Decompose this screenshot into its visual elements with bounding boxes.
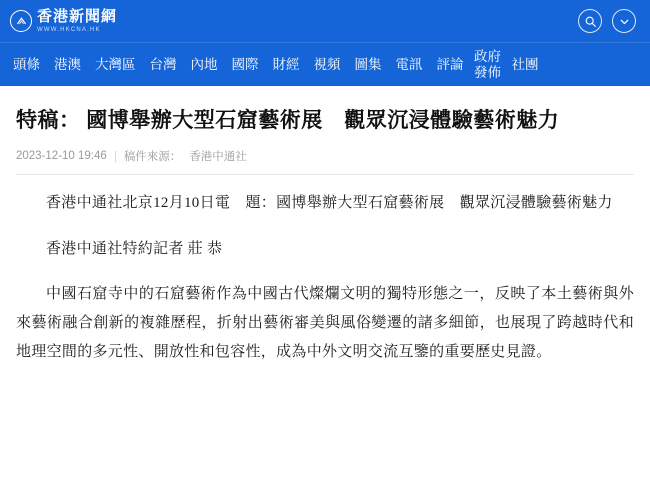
meta-divider [115, 151, 116, 162]
article-paragraph: 香港中通社特約記者 莊 恭 [46, 240, 223, 257]
site-url: WWW.HKCNA.HK [37, 26, 101, 33]
nav-item-0[interactable]: 頭條 [13, 56, 40, 72]
nav-item-9[interactable]: 電訊 [395, 56, 423, 72]
nav-item-3[interactable]: 台灣 [149, 56, 177, 72]
article-meta [16, 148, 634, 175]
article-container [0, 86, 650, 368]
nav-item-6[interactable]: 財經 [272, 56, 300, 72]
article-paragraph: 中國石窟寺中的石窟藝術作為中國古代燦爛文明的獨特形態之一，反映了本土藝術與外來藝術融合創新的複雜歷程，折射出藝術審美與風俗變遷的諸多細節，也展現了跨越時代和地理空間的多元性、開放性和包容性，成為中外文明交流互鑒的重要歷史見證。 [16, 285, 634, 361]
page-title: 特稿： 國博舉辦大型石窟藝術展 觀眾沉浸體驗藝術魅力 [16, 108, 560, 132]
main-navigation [0, 42, 650, 86]
chevron-down-icon[interactable] [612, 9, 636, 33]
article-source-name: 香港中通社 [189, 151, 247, 164]
nav-item-5[interactable]: 國際 [231, 56, 259, 72]
nav-item-12[interactable]: 社團 [511, 56, 539, 72]
header-actions [578, 9, 636, 33]
nav-item-7[interactable]: 視頻 [313, 56, 341, 72]
article-paragraph: 香港中通社北京12月10日電 題：國博舉辦大型石窟藝術展 觀眾沉浸體驗藝術魅力 [46, 195, 613, 212]
article-source-label: 稿件來源： [123, 151, 182, 164]
site-name: 香港新聞網 [37, 8, 118, 25]
nav-item-11[interactable]: 政府發佈 [474, 48, 501, 80]
nav-item-4[interactable]: 內地 [190, 56, 218, 72]
search-icon[interactable] [578, 9, 602, 33]
site-brand[interactable] [10, 10, 117, 33]
nav-item-1[interactable]: 港澳 [54, 56, 81, 72]
nav-item-10[interactable]: 評論 [436, 56, 464, 72]
article-date: 2023-12-10 19:46 [16, 150, 107, 163]
circle-logo-icon [10, 10, 32, 32]
nav-item-8[interactable]: 圖集 [354, 56, 382, 72]
top-header-bar [0, 0, 650, 42]
article-body [16, 175, 634, 367]
nav-item-2[interactable]: 大灣區 [95, 56, 136, 72]
